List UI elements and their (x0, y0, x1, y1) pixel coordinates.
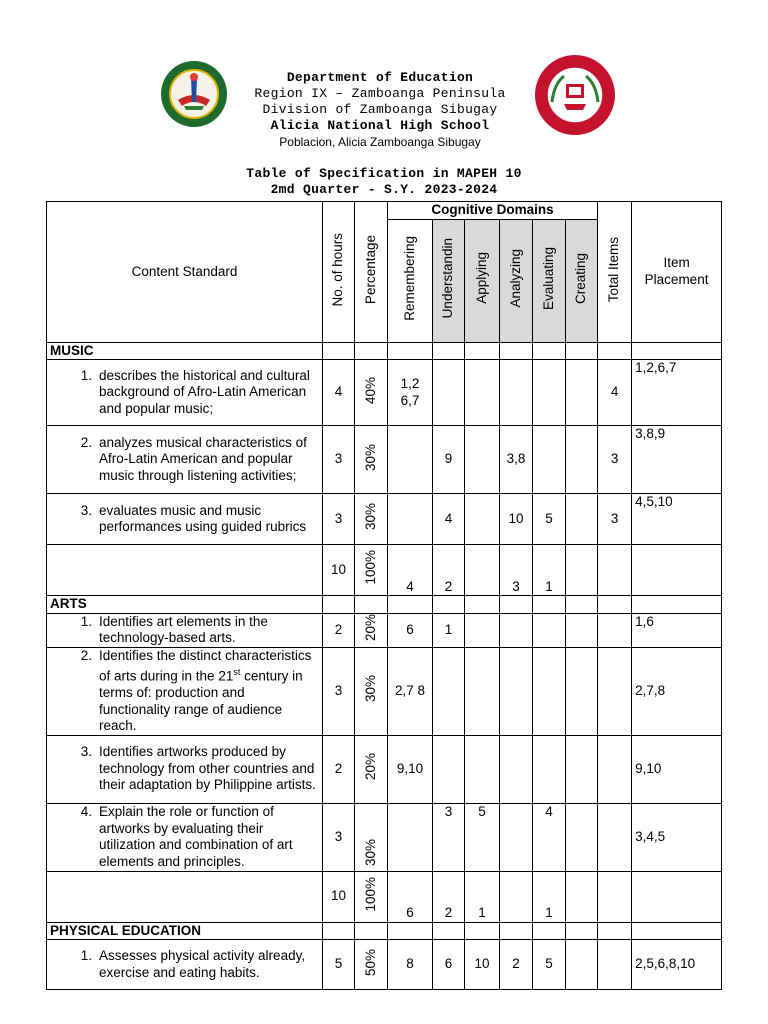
table-of-specification (46, 201, 722, 990)
table-row: 3. evaluates music and music performances using guided rubrics 3 30% 4 10 5 3 4,5,10 (47, 494, 722, 545)
percentage-header: Percentage (355, 202, 388, 343)
deped-seal-logo (160, 60, 228, 128)
table-row: 1. Identifies art elements in the technology-based arts. 2 20% 6 1 1,6 (47, 613, 722, 647)
table-row: 4. Explain the role or function of artworks by evaluating their utilization and combination of art elements and principles. 3 30% 3 5 4 3,4,5 (47, 803, 722, 871)
content-standard-header: Content Standard (47, 202, 323, 343)
table-row: 1. Assesses physical activity already, exercise and eating habits. 5 50% 8 6 10 2 5 2,5,6,8,10 (47, 940, 722, 990)
pe-section-row (47, 922, 722, 940)
competency-text: Identifies artworks produced by technology from other countries and their adaptation by Philippine artists. (99, 744, 316, 793)
percentage-cell: 40% (355, 360, 388, 426)
competency-text: analyzes musical characteristics of Afro-Latin American and popular music through listening activities; (99, 434, 307, 483)
document-titles (0, 166, 768, 198)
cognitive-domains-header: Cognitive Domains (388, 202, 598, 220)
competency-text: describes the historical and cultural background of Afro-Latin American and popular music; (99, 367, 310, 416)
quarter-title: 2md Quarter - S.Y. 2023-2024 (270, 182, 498, 197)
region-name: Region IX – Zamboanga Peninsula (254, 86, 506, 101)
competency-text: Explain the role or function of artworks by evaluating their utilization and combination of art elements and principles. (99, 804, 293, 869)
music-title: MUSIC (47, 342, 323, 360)
dept-name: Department of Education (286, 70, 474, 85)
table-row: 1. describes the historical and cultural background of Afro-Latin American and popular music; 4 40% 1,2 6,7 4 1,2,6,7 (47, 360, 722, 426)
evaluating-header: Evaluating (533, 219, 566, 342)
arts-totals-row: 10 100% 6 2 1 1 (47, 871, 722, 922)
header-row-1 (47, 202, 722, 220)
music-totals-row: 10 100% 4 2 3 1 (47, 545, 722, 596)
applying-header: Applying (465, 219, 500, 342)
analyzing-header: Analyzing (500, 219, 533, 342)
alicia-nhs-seal-logo (534, 54, 616, 136)
table-row: 2. analyzes musical characteristics of Afro-Latin American and popular music through listening activities; 3 30% 9 3,8 3 3,8,9 (47, 426, 722, 494)
table-title: Table of Specification in MAPEH 10 (246, 166, 522, 181)
competency-text: Assesses physical activity already, exercise and eating habits. (99, 948, 306, 980)
table-row: 2. Identifies the distinct characteristics of arts during in the 21st century in terms of: production and functionality range of audience reach. 3 30% 2,7 8 2,7,8 (47, 647, 722, 735)
competency-text: Identifies art elements in the technology-based arts. (99, 613, 268, 645)
letterhead (0, 60, 768, 155)
music-section-row (47, 342, 722, 360)
competency-text: Identifies the distinct characteristics of arts during in the 21st century in terms of: production and functionality range of audience reach. (99, 647, 312, 733)
creating-header: Creating (566, 219, 598, 342)
hours-header: No. of hours (323, 202, 355, 343)
remembering-header: Remembering (388, 219, 433, 342)
pe-title: PHYSICAL EDUCATION (47, 922, 323, 940)
item-placement-header: Item Placement (632, 202, 722, 343)
arts-title: ARTS (47, 596, 323, 614)
total-items-header: Total Items (598, 202, 632, 343)
school-name: Alicia National High School (270, 118, 490, 133)
arts-section-row (47, 596, 722, 614)
understanding-header: Understandin (433, 219, 465, 342)
school-address: Poblacion, Alicia Zamboanga Sibugay (279, 135, 481, 149)
competency-text: evaluates music and music performances using guided rubrics (99, 502, 307, 534)
division-name: Division of Zamboanga Sibugay (262, 102, 498, 117)
table-row: 3. Identifies artworks produced by technology from other countries and their adaptation by Philippine artists. 2 20% 9,10 9,10 (47, 735, 722, 803)
